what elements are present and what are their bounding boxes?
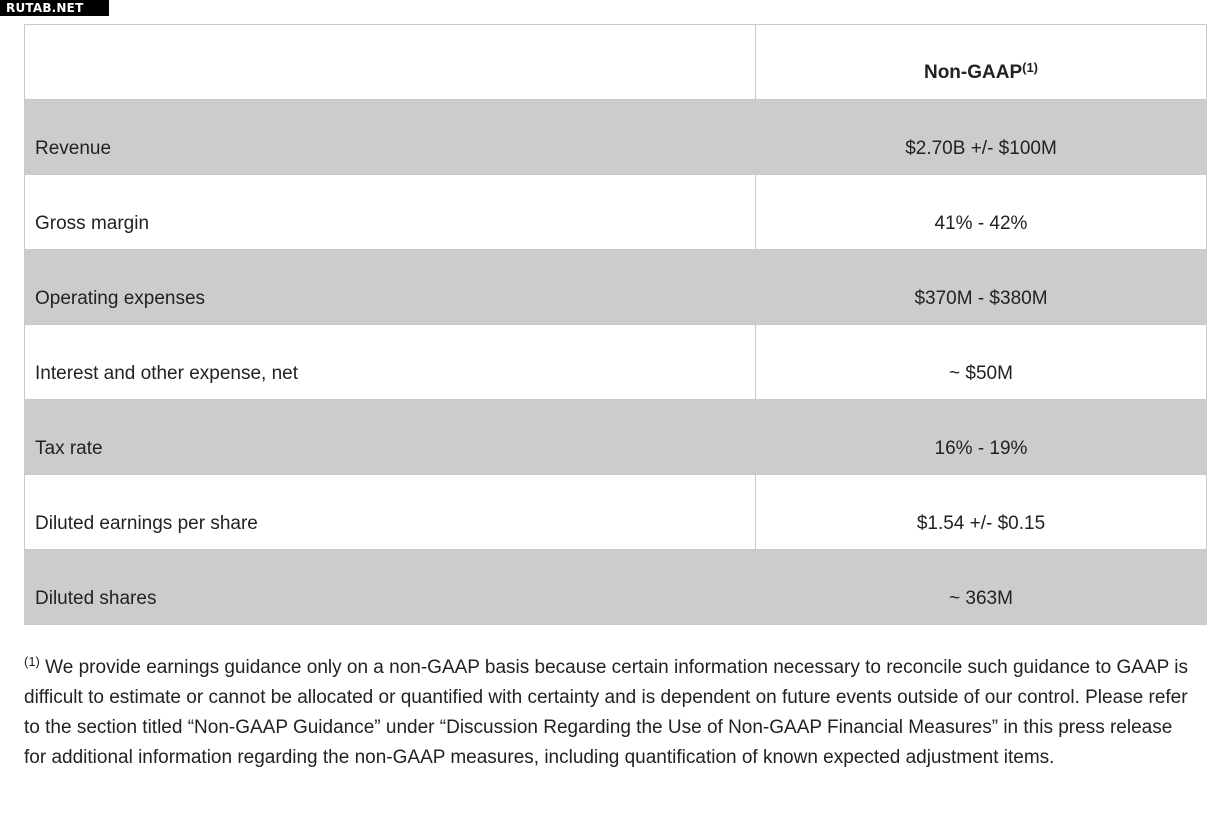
- row-label-interest-expense: Interest and other expense, net: [35, 363, 299, 384]
- row-value-revenue: $2.70B +/- $100M: [905, 138, 1057, 159]
- header-title: [756, 62, 1206, 99]
- table-row: [25, 325, 1207, 400]
- row-value-diluted-eps: $1.54 +/- $0.15: [916, 513, 1046, 534]
- footnote-text: We provide earnings guidance only on a non-GAAP basis because certain information necessary to reconcile such guidance to GAAP is difficult to estimate or cannot be allocated or quantified with certainty and is dependent on future events outside of our control. Please refer to the section titled “Non-GAAP Guidance” under “Discussion Regarding the Use of Non-GAAP Financial Measures” in this press release for additional information regarding the non-GAAP measures, including quantification of known expected adjustment items.: [24, 657, 1188, 768]
- header-value-cell: [756, 25, 1207, 100]
- row-value-tax-rate: 16% - 19%: [934, 438, 1028, 459]
- row-label-gross-margin: Gross margin: [35, 213, 150, 234]
- table-row: [25, 400, 1207, 475]
- footnote-marker: (1): [24, 654, 40, 669]
- row-value-interest-expense: ~ $50M: [949, 363, 1013, 384]
- row-label-operating-expenses: Operating expenses: [35, 288, 206, 309]
- row-value-gross-margin: 41% - 42%: [934, 213, 1028, 234]
- header-label-cell: [25, 25, 756, 100]
- row-label-diluted-eps: Diluted earnings per share: [35, 513, 258, 534]
- table-row: [25, 550, 1207, 625]
- guidance-table: [24, 24, 1207, 625]
- table-row: [25, 475, 1207, 550]
- header-label: [25, 84, 755, 99]
- footnote: [24, 653, 1194, 773]
- row-value-operating-expenses: $370M - $380M: [914, 288, 1048, 309]
- row-value-diluted-shares: ~ 363M: [949, 588, 1013, 609]
- table-row: [25, 100, 1207, 175]
- table-row: [25, 250, 1207, 325]
- table-row: [25, 175, 1207, 250]
- watermark-logo: RUTAB.NET: [0, 0, 109, 16]
- header-title-text: Non-GAAP: [923, 62, 1023, 83]
- row-label-diluted-shares: Diluted shares: [35, 588, 157, 609]
- row-label-revenue: Revenue: [35, 138, 112, 159]
- row-label-tax-rate: Tax rate: [35, 438, 103, 459]
- header-footnote-marker: (1): [1022, 60, 1039, 75]
- table-header-row: [25, 25, 1207, 100]
